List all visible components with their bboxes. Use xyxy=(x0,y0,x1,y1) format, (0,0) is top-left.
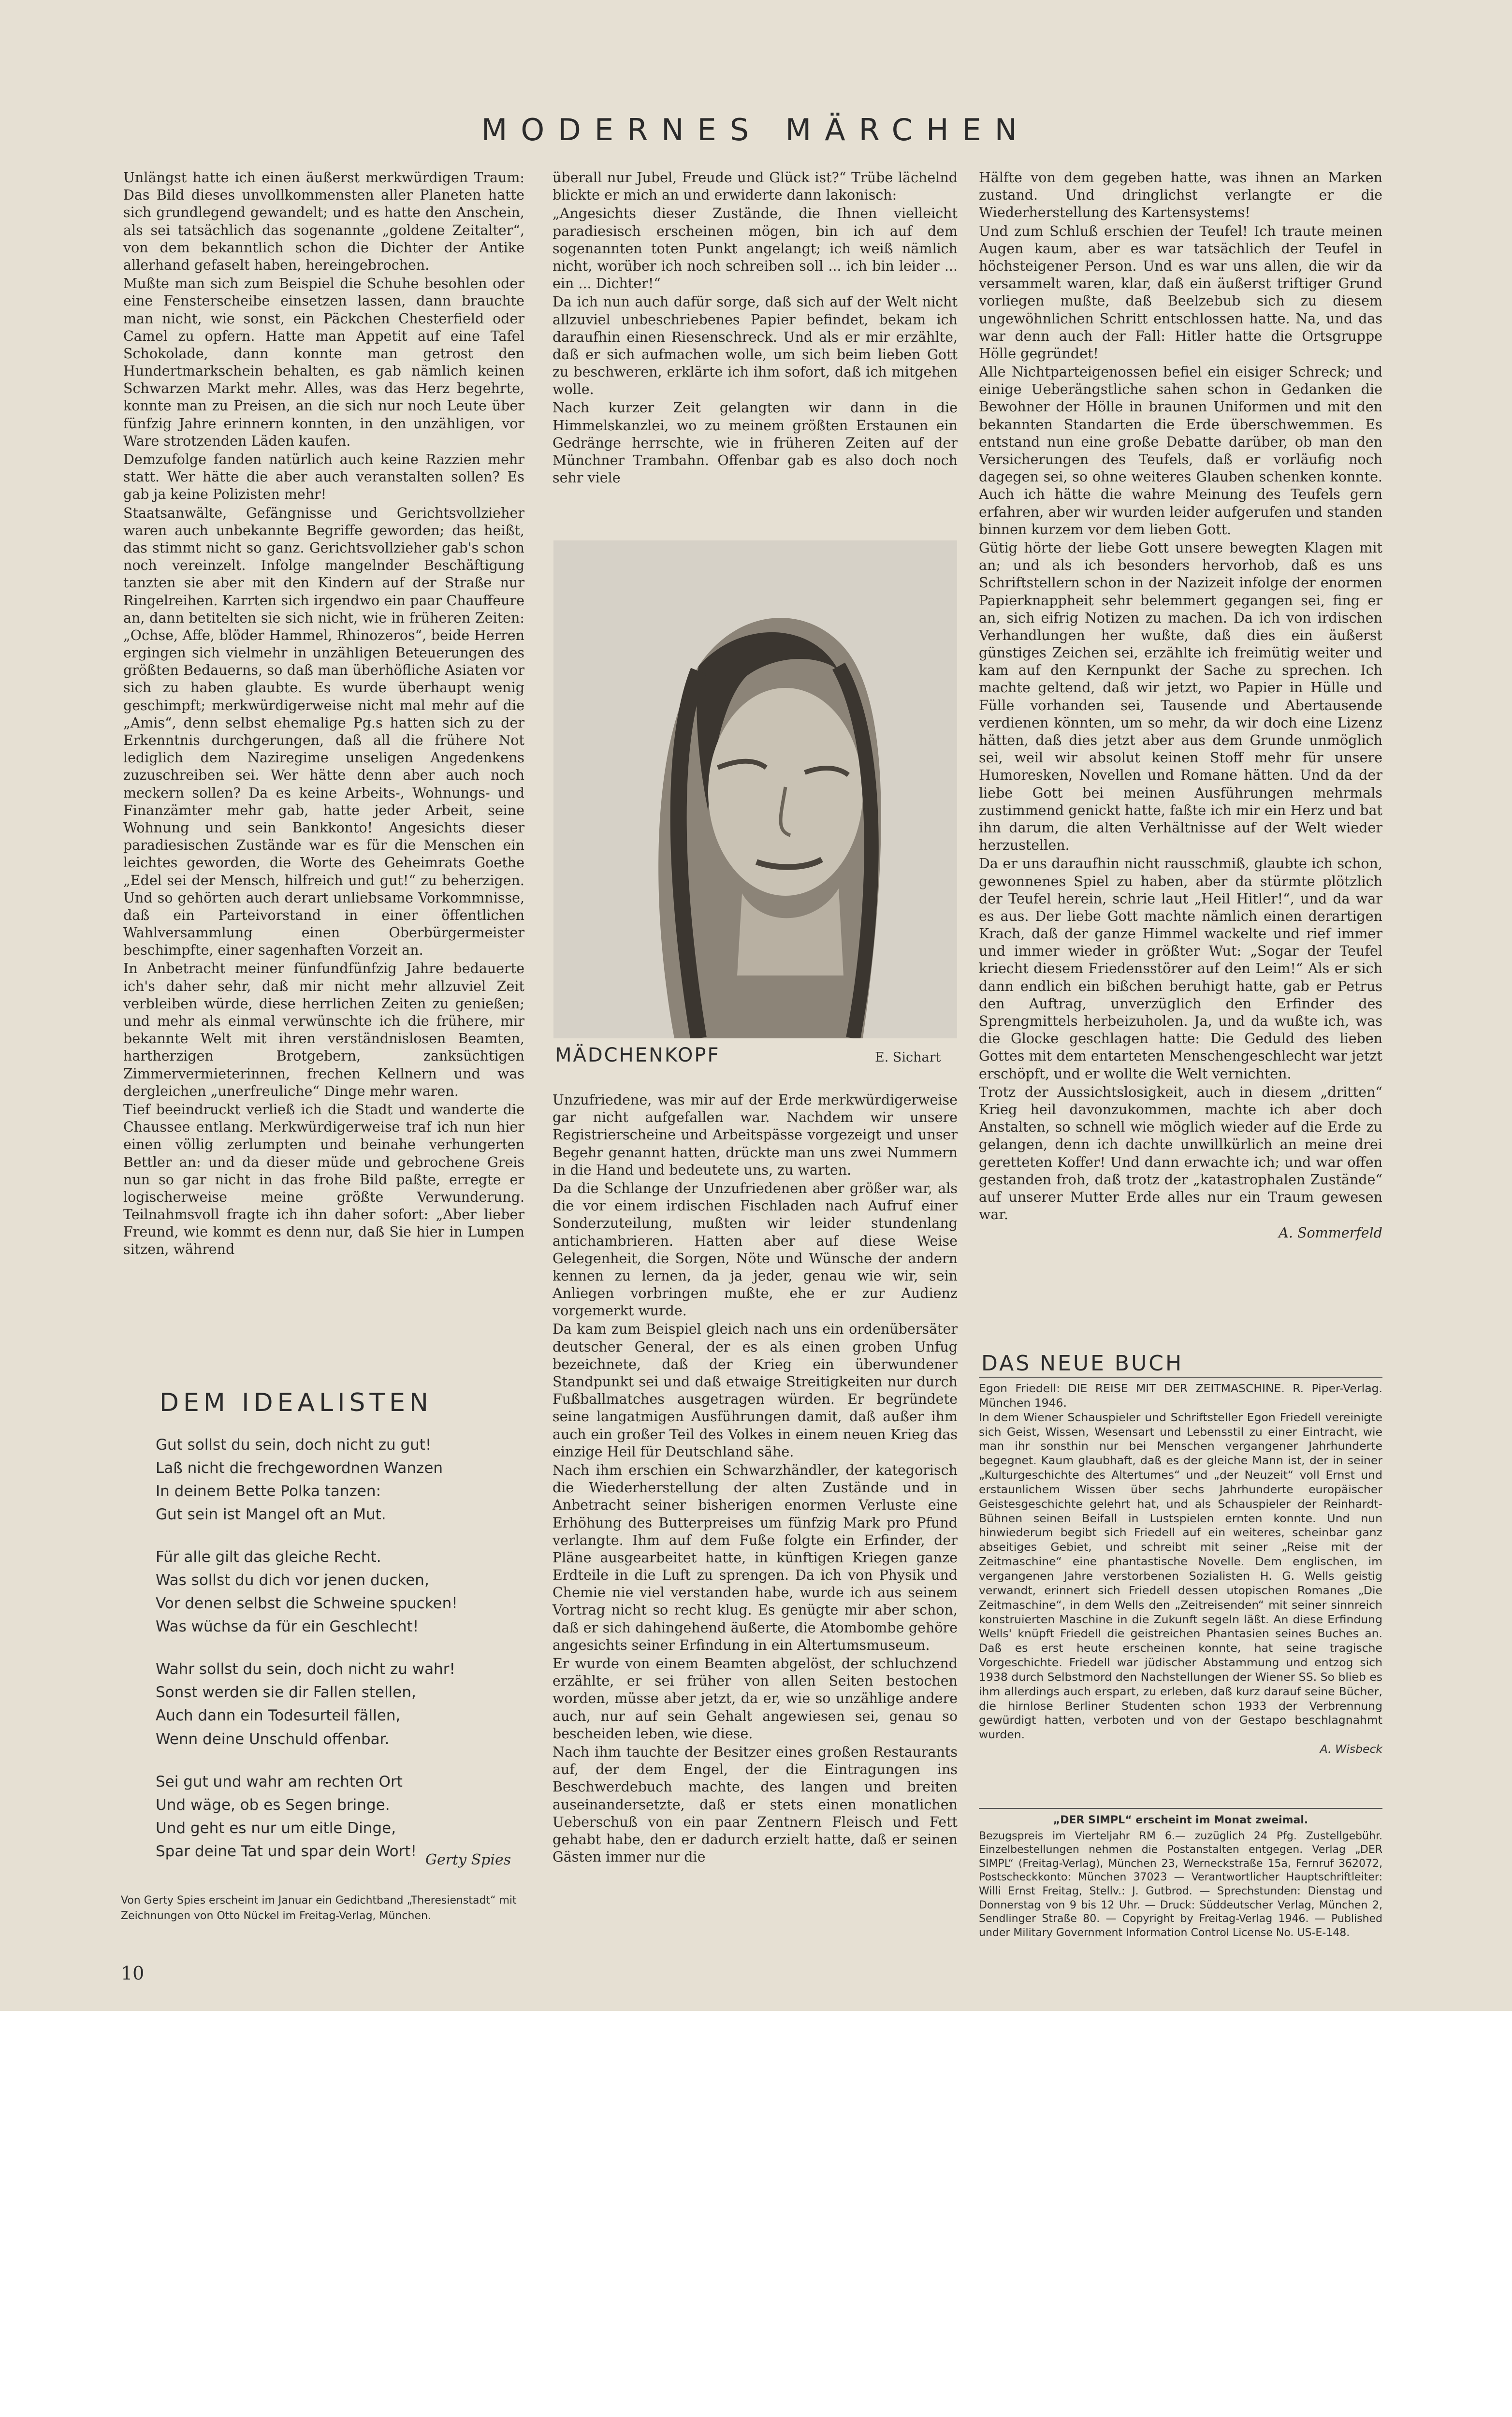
page-title: MODERNES MÄRCHEN xyxy=(481,112,1031,147)
story-column-2-top xyxy=(552,169,958,488)
poem-line: Wahr sollst du sein, doch nicht zu wahr! xyxy=(156,1660,455,1678)
book-section-heading: DAS NEUE BUCH xyxy=(981,1351,1184,1376)
poem-stanza xyxy=(156,1770,509,1863)
poem-line: In deinem Bette Polka tanzen: xyxy=(156,1483,381,1500)
poem-title: DEM IDEALISTEN xyxy=(160,1388,433,1417)
paragraph: Demzufolge fanden natürlich auch keine Razzien mehr statt. Wer hätte die aber auch veranstalten sollen? Es gab ja keine Polizisten mehr! xyxy=(123,451,524,503)
divider xyxy=(979,1377,1382,1378)
paragraph: Gütig hörte der liebe Gott unsere bewegten Klagen mit an; und als ich besonders hervorhob, daß es uns Schriftstellern schon in der Nazizeit infolge der enormen Papierknappheit sehr belemmert gegangen sei, fing er an, sich eifrig Notizen zu machen. Da ich von irdischen Verhandlungen her wußte, daß dies ein äußerst günstiges Zeichen sei, erzählte ich freimütig weiter und kam auf den Kernpunkt der Sache zu sprechen. Ich machte geltend, daß wir jetzt, wo Papier in Hülle und Fülle vorhanden sei, Tausende und Abertausende verdienen könnten, um so mehr, da wir doch eine Lizenz hätten, daß dies jetzt aber aus dem Grunde unmöglich sei, weil wir absolut keinen Stoff mehr für unsere Humoresken, Novellen und Romane hätten. Und da der liebe Gott bei meinen Ausführungen mehrmals zustimmend genickt hatte, faßte ich mir ein Herz und bat ihn darum, die alten Verhältnisse auf der Welt wieder herzustellen. xyxy=(979,539,1382,854)
story-column-3 xyxy=(979,169,1382,1243)
poem-stanza xyxy=(156,1658,509,1750)
poem-line: Gut sein ist Mangel oft an Mut. xyxy=(156,1506,386,1524)
paragraph: Nach ihm erschien ein Schwarzhändler, der kategorisch die Wiederherstellung der alten Zustände und in Anbetracht seiner bisherigen enormen Verluste eine Erhöhung des Butterpreises um fünfzig Mark pro Pfund verlangte. Ihm auf dem Fuße folgte ein Erfinder, der Pläne ausgearbeitet hatte, in künftigen Kriegen ganze Erdteile in die Luft zu sprengen. Da ich von Physik und Chemie nie viel verstanden habe, wurde ich aus seinem Vortrag nicht so recht klug. Es genügte mir aber schon, daß er sich dahingehend äußerte, die Atombombe gehöre angesichts seiner Erfindung in ein Altertumsmuseum. xyxy=(552,1462,958,1653)
imprint-text: Bezugspreis im Vierteljahr RM 6.— zuzüglich 24 Pfg. Zustellgebühr. Einzelbestellungen nehmen die Postanstalten entgegen. Verlag „DER SIMPL“ (Freitag-Verlag), München 23, Werneckstraße 15a, Fernruf 362072, Postscheckkonto: München 37023 — Verantwortlicher Hauptschriftleiter: Willi Ernst Freitag, Stellv.: J. Gutbrod. — Sprechstunden: Dienstag und Donnerstag von 9 bis 12 Uhr. — Druck: Süddeutscher Verlag, München 2, Sendlinger Straße 80. — Copyright by Freitag-Verlag 1946. — Published under Military Government Information Control License No. US-E-148. xyxy=(979,1830,1382,1939)
story-column-2-bottom xyxy=(552,1092,958,1867)
paragraph: „Angesichts dieser Zustände, die Ihnen vielleicht paradiesisch erscheinen mögen, bin ich auf dem sogenannten toten Punkt angelangt; ich weiß nämlich nicht, worüber ich noch schreiben soll ... ich bin leider ... ein ... Dichter!“ xyxy=(552,205,958,292)
imprint xyxy=(979,1814,1382,1940)
paragraph: Unlängst hatte ich einen äußerst merkwürdigen Traum: Das Bild dieses unvollkommensten aller Planeten hatte sich grundlegend gewandelt; und es hatte den Anschein, als sei tatsächlich das sogenannte „goldene Zeitalter“, von dem bekanntlich schon die Dichter der Antike allerhand gefaselt haben, hereingebrochen. xyxy=(123,170,524,273)
page-number: 10 xyxy=(121,1963,145,1984)
paragraph: Trotz der Aussichtslosigkeit, auch in diesem „dritten“ Krieg heil davonzukommen, machte ich aber doch Anstalten, so schnell wie möglich wieder auf die Erde zu gelangen, denn ich dachte unwillkürlich an meine drei geretteten Koffer! Und dann erwachte ich; und war offen gestanden froh, daß trotz der „katastrophalen Zustände“ auf unserer Mutter Erde alles nur ein Traum gewesen war. xyxy=(979,1084,1382,1223)
digitization-footer xyxy=(0,2011,1512,2185)
paragraph: Mußte man sich zum Beispiel die Schuhe besohlen oder eine Fensterscheibe einsetzen lassen, dann brauchte man nicht, wie sonst, ein Päckchen Chesterfield oder Camel zu opfern. Hatte man Appetit auf eine Tafel Schokolade, dann konnte man getrost den Hundertmarkschein behalten, es gab nämlich keinen Schwarzen Markt mehr. Alles, was das Herz begehrte, konnte man zu Preisen, an die sich nur noch Leute über fünfzig Jahre erinnern konnten, in den unzähligen, vor Ware strotzenden Läden kaufen. xyxy=(123,276,524,449)
book-citation: Egon Friedell: DIE REISE MIT DER ZEITMASCHINE. R. Piper-Verlag. München 1946. xyxy=(979,1382,1382,1410)
paragraph: Staatsanwälte, Gefängnisse und Gerichtsvollzieher waren auch unbekannte Begriffe geworden; das heißt, das stimmt nicht so ganz. Gerichtsvollzieher gab's schon noch vereinzelt. Infolge mangelnder Beschäftigung tanzten sie aber mit den Kindern auf der Straße nur Ringelreihen. Karrten sich irgendwo ein paar Chauffeure an, dann betitelten sie sich nicht, wie in früheren Zeiten: „Ochse, Affe, blöder Hammel, Rhinozeros“, beide Herren ergingen sich vielmehr in unzähligen Beteuerungen des größten Bedauerns, so daß man überhöfliche Asiaten vor sich zu haben glaubte. Es wurde überhaupt wenig geschimpft; merkwürdigerweise nicht mal mehr auf die „Amis“, denn selbst ehemalige Pg.s hatten sich zu der Erkenntnis durchgerungen, daß all die frühere Not lediglich dem Naziregime unseligen Angedenkens zuzuschreiben sei. Wer hätte denn aber auch noch meckern sollen? Da es keine Arbeits-, Wohnungs- und Finanzämter mehr gab, hatte jeder Arbeit, seine Wohnung und sein Bankkonto! Angesichts dieser paradiesischen Zustände war es für die Menschen ein leichtes geworden, die Worte des Geheimrats Goethe „Edel sei der Mensch, hilfreich und gut!“ zu beherzigen. Und so gehörten auch derart unliebsame Vorkommnisse, daß ein Parteivorstand in einer öffentlichen Wahlversammlung einen Oberbürgermeister beschimpfte, einer sagenhaften Vorzeit an. xyxy=(123,505,524,959)
poem-line: Was sollst du dich vor jenen ducken, xyxy=(156,1572,429,1589)
paragraph: Tief beeindruckt verließ ich die Stadt und wanderte die Chaussee entlang. Merkwürdigerweise traf ich nun hier einen völlig zerlumpten und beinahe verhungerten Bettler an: und da dieser müde und gebrochene Greis nun so gar nicht in das frohe Bild paßte, erregte er logischerweise meine größte Verwunderung. Teilnahmsvoll fragte ich ihn daher sofort: „Aber lieber Freund, wie kommt es denn nur, daß Sie hier in Lumpen sitzen, während xyxy=(123,1101,524,1258)
paragraph: Er wurde von einem Beamten abgelöst, der schluchzend erzählte, er sei früher von allen Seiten bestochen worden, müsse aber jetzt, da er, wie so unzählige andere auch, nur auf sein Gehalt angewiesen sei, genau so bescheiden leben, wie diese. xyxy=(552,1656,958,1742)
book-review-signature: A. Wisbeck xyxy=(1320,1742,1382,1756)
imprint-heading: „DER SIMPL“ erscheint im Monat zweimal. xyxy=(1053,1814,1308,1826)
poem-note: Von Gerty Spies erscheint im Januar ein Gedichtband „Theresienstadt“ mit Zeichnungen von Otto Nückel im Freitag-Verlag, München. xyxy=(121,1894,517,1922)
poem-line: Vor denen selbst die Schweine spucken! xyxy=(156,1595,458,1613)
paragraph: Alle Nichtparteigenossen befiel ein eisiger Schreck; und einige Ueberängstliche sahen schon in Gedanken die Bewohner der Hölle in braunen Uniformen und mit den bekannten Standarten die Erde überschwemmen. Es entstand nun eine große Debatte darüber, ob man den Versicherungen des Teufels, daß er vorläufig noch dagegen sei, so ohne weiteres Glauben schenken konnte. Auch ich hätte die wahre Meinung des Teufels gern erfahren, aber wir wurden leider aufgerufen und standen binnen kurzem vor dem lieben Gott. xyxy=(979,364,1382,538)
paragraph: Nach kurzer Zeit gelangten wir dann in die Himmelskanzlei, wo zu meinem größten Erstaunen ein Gedränge herrschte, wie in früheren Zeiten auf der Münchner Trambahn. Offenbar gab es also doch noch sehr viele xyxy=(552,400,958,486)
paragraph: Da kam zum Beispiel gleich nach uns ein ordenübersäter deutscher General, der es als einen groben Unfug bezeichnete, daß der Krieg ein überwundener Standpunkt sei und daß etwaige Streitigkeiten nur durch Fußballmatches ausgetragen würden. Er begründete seine langatmigen Ausführungen damit, daß außer ihm auch ein großer Teil des Volkes in einem neuen Krieg das einzige Heil für Deutschland sähe. xyxy=(552,1321,958,1460)
divider xyxy=(979,1808,1382,1809)
poem-line: Was wüchse da für ein Geschlecht! xyxy=(156,1618,419,1636)
poem-line: Laß nicht die frechgewordnen Wanzen xyxy=(156,1459,443,1477)
poem-line: Und geht es nur um eitle Dinge, xyxy=(156,1819,396,1837)
paragraph: Unzufriedene, was mir auf der Erde merkwürdigerweise gar nicht aufgefallen war. Nachdem wir unsere Registrierscheine und Arbeitspässe vorgezeigt und unser Begehr genannt hatten, drückte man uns zwei Nummern in die Hand und bedeutete uns, zu warten. xyxy=(552,1092,958,1178)
story-signature: A. Sommerfeld xyxy=(1279,1225,1382,1241)
paragraph: Da er uns daraufhin nicht rausschmiß, glaubte ich schon, gewonnenes Spiel zu haben, aber da stürmte plötzlich der Teufel herein, schrie laut „Heil Hitler!“, und da war es aus. Der liebe Gott machte nämlich einen derartigen Krach, daß der ganze Himmel wackelte und rief immer und immer wieder in größter Wut: „Sogar der Teufel kriecht diesem Friedensstörer auf den Leim!“ Als er sich dann endlich ein bißchen beruhigt hatte, gab er Petrus den Auftrag, unverzüglich den Erfinder des Sprengmittels herbeizuholen. Ja, und da wußte ich, was die Glocke geschlagen hatte: Die Geduld des lieben Gottes mit dem entarteten Menschengeschlecht war jetzt erschöpft, und er wollte die Welt vernichten. xyxy=(979,856,1382,1082)
poem-line: Gut sollst du sein, doch nicht zu gut! xyxy=(156,1436,432,1454)
poem-body xyxy=(156,1433,509,1882)
poem-line: Für alle gilt das gleiche Recht. xyxy=(156,1548,381,1566)
poem-line: Spar deine Tat und spar dein Wort! xyxy=(156,1842,417,1860)
artwork-maedchenkopf xyxy=(553,540,957,1038)
paragraph: Da die Schlange der Unzufriedenen aber größer war, als die vor einem irdischen Fischladen nach Aufruf einer Sonderzuteilung, mußten wir leider stundenlang antichambrieren. Hatten aber auf diese Weise Gelegenheit, die Sorgen, Nöte und Wünsche der andern kennen zu lernen, da ja jeder, genau wie wir, sein Anliegen vorbringen mußte, ehe er zur Audienz vorgemerkt wurde. xyxy=(552,1180,958,1319)
paragraph: Und zum Schluß erschien der Teufel! Ich traute meinen Augen kaum, aber es war tatsächlich der Teufel in höchsteigener Person. Und es war uns allen, die wir da versammelt waren, klar, daß ein äußerst triftiger Grund vorliegen mußte, daß Beelzebub sich zu diesem ungewöhnlichen Schritt entschlossen hatte. Na, und das war denn auch der Fall: Hitler hatte die Ortsgruppe Hölle gegründet! xyxy=(979,223,1382,362)
poem-author: Gerty Spies xyxy=(425,1851,511,1868)
poem-line: Sei gut und wahr am rechten Ort xyxy=(156,1773,403,1791)
paragraph: überall nur Jubel, Freude und Glück ist?“ Trübe lächelnd blickte er mich an und erwiderte dann lakonisch: xyxy=(552,170,958,204)
story-column-1 xyxy=(123,169,524,1260)
poem-stanza xyxy=(156,1433,509,1526)
poem-stanza xyxy=(156,1545,509,1638)
poem-line: Sonst werden sie dir Fallen stellen, xyxy=(156,1684,416,1702)
poem-line: Wenn deine Unschuld offenbar. xyxy=(156,1730,390,1748)
book-review xyxy=(979,1382,1382,1757)
poem-line: Auch dann ein Todesurteil fällen, xyxy=(156,1707,401,1725)
paragraph: In Anbetracht meiner fünfundfünfzig Jahre bedauerte ich's daher sehr, daß mir nicht mehr allzuviel Zeit verbleiben würde, diese herrlichen Zeiten zu genießen; und mehr als einmal verwünschte ich die frühere, mir bekannte Welt mit ihren verständnislosen Beamten, hartherzigen Brotgebern, zanksüchtigen Zimmervermieterinnen, frechen Kellnern und was dergleichen „unerfreuliche“ Dinge mehr waren. xyxy=(123,961,524,1099)
poem-line: Und wäge, ob es Segen bringe. xyxy=(156,1796,390,1814)
paragraph: Da ich nun auch dafür sorge, daß sich auf der Welt nicht allzuviel unbeschriebenes Papier befindet, bekam ich daraufhin einen Riesenschreck. Und als er mir erzählte, daß er sich aufmachen wolle, um sich beim lieben Gott zu beschweren, erklärte ich ihm sofort, daß ich mitgehen wolle. xyxy=(552,294,958,398)
paragraph: Hälfte von dem gegeben hatte, was ihnen an Marken zustand. Und dringlichst verlangte er die Wiederherstellung des Kartensystems! xyxy=(979,170,1382,221)
paragraph: Nach ihm tauchte der Besitzer eines großen Restaurants auf, der dem Engel, der die Eintragungen ins Beschwerdebuch machte, des langen und breiten auseinandersetzte, daß er stets einen monatlichen Ueberschuß von ein paar Zentnern Fleisch und Fett gehabt habe, den er dadurch erzielt hatte, daß er seinen Gästen immer nur die xyxy=(552,1744,958,1865)
book-review-text: In dem Wiener Schauspieler und Schriftsteller Egon Friedell vereinigte sich Geist, Wissen, Wesensart und Lebensstil zu einer Eintracht, wie man ihr sonsthin nur bei Menschen vergangener Jahrhunderte begegnet. Kaum glaubhaft, daß es der gleiche Mann ist, der in seiner „Kulturgeschichte des Altertumes“ und „der Neuzeit“ voll Ernst und erstaunlichem Wissen über sechs Jahrhunderte europäischer Geistesgeschichte gelehrt hat, und als Schauspieler der Reinhardt-Bühnen seinen Beifall in Lustspielen ernten konnte. Und nun hinwiederum begibt sich Friedell auf ein weiteres, scheinbar ganz abseitiges Gebiet, und schreibt mit seiner „Reise mit der Zeitmaschine“ eine phantastische Novelle. Dem englischen, im vergangenen Jahre verstorbenen Sozialisten H. G. Wells geistig verwandt, erinnert sich Friedell dessen utopischen Romanes „Die Zeitmaschine“, in dem Wells den „Zeitreisenden“ mit seiner sinnreich konstruierten Maschine in die Zukunft segeln läßt. An diese Erfindung Wells' knüpft Friedell die geistreichen Phantasien seines Buches an. Daß es erst heute erscheinen konnte, hat seine tragische Vorgeschichte. Friedell war jüdischer Abstammung und entzog sich 1938 durch Selbstmord den Nachstellungen der Wiener SS. So blieb es ihm allerdings auch erspart, zu erleben, daß kurz darauf seine Bücher, die hirnlose Berliner Studenten schon 1933 der Verbrennung gewürdigt hatten, verboten und von der Gestapo beschlagnahmt wurden. xyxy=(979,1410,1382,1742)
artwork-caption-artist: E. Sichart xyxy=(875,1050,941,1065)
artwork-caption-title: MÄDCHENKOPF xyxy=(555,1044,720,1066)
girl-head-drawing xyxy=(553,540,957,1038)
